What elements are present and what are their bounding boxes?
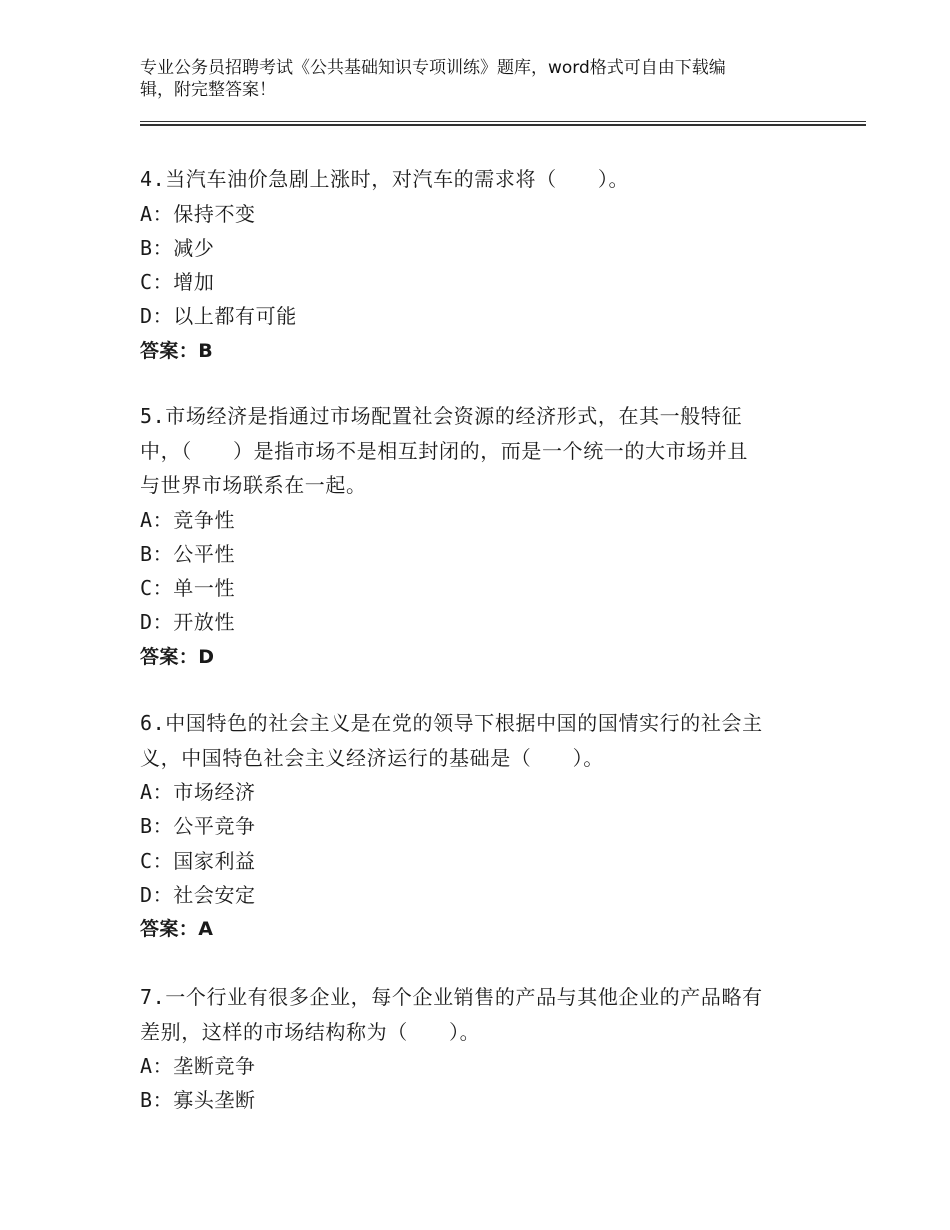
question-stem-line: 7.一个行业有很多企业，每个企业销售的产品与其他企业的产品略有 xyxy=(140,985,763,1009)
option-b: B：减少 xyxy=(140,235,215,260)
question-stem-line: 义，中国特色社会主义经济运行的基础是（ ）。 xyxy=(140,745,604,770)
option-d: D：以上都有可能 xyxy=(140,304,297,329)
header-line-2: 辑，附完整答案！ xyxy=(140,80,276,100)
option-d: D：社会安定 xyxy=(140,882,256,907)
option-c: C：单一性 xyxy=(140,576,236,601)
option-c: C：增加 xyxy=(140,270,215,295)
question-6 xyxy=(140,706,800,946)
question-5 xyxy=(140,399,800,674)
question-7 xyxy=(140,980,800,1118)
option-a: A：垄断竞争 xyxy=(140,1054,256,1078)
question-stem-line: 4.当汽车油价急剧上涨时，对汽车的需求将（ ）。 xyxy=(140,167,630,191)
document-header xyxy=(140,57,800,101)
option-a: A：市场经济 xyxy=(140,780,256,804)
option-b: B：公平竞争 xyxy=(140,814,256,839)
option-d: D：开放性 xyxy=(140,610,236,635)
option-c: C：国家利益 xyxy=(140,848,256,873)
option-b: B：公平性 xyxy=(140,541,236,566)
question-stem-line: 与世界市场联系在一起。 xyxy=(140,473,367,497)
header-line-1: 专业公务员招聘考试《公共基础知识专项训练》题库，word格式可自由下载编 xyxy=(140,58,726,78)
option-a: A：竞争性 xyxy=(140,507,236,532)
answer-label: 答案：A xyxy=(140,918,214,941)
question-stem-line: 差别，这样的市场结构称为（ ）。 xyxy=(140,1019,481,1044)
answer-label: 答案：D xyxy=(140,645,215,668)
header-divider-thick xyxy=(140,124,866,126)
answer-label: 答案：B xyxy=(140,339,214,362)
question-4 xyxy=(140,162,800,368)
header-divider-thin xyxy=(140,121,866,122)
question-stem-line: 5.市场经济是指通过市场配置社会资源的经济形式，在其一般特征 xyxy=(140,404,743,428)
option-b: B：寡头垄断 xyxy=(140,1088,256,1113)
question-stem-line: 6.中国特色的社会主义是在党的领导下根据中国的国情实行的社会主 xyxy=(140,711,763,735)
question-stem-line: 中，（ ）是指市场不是相互封闭的，而是一个统一的大市场并且 xyxy=(140,438,748,463)
option-a: A：保持不变 xyxy=(140,201,256,226)
